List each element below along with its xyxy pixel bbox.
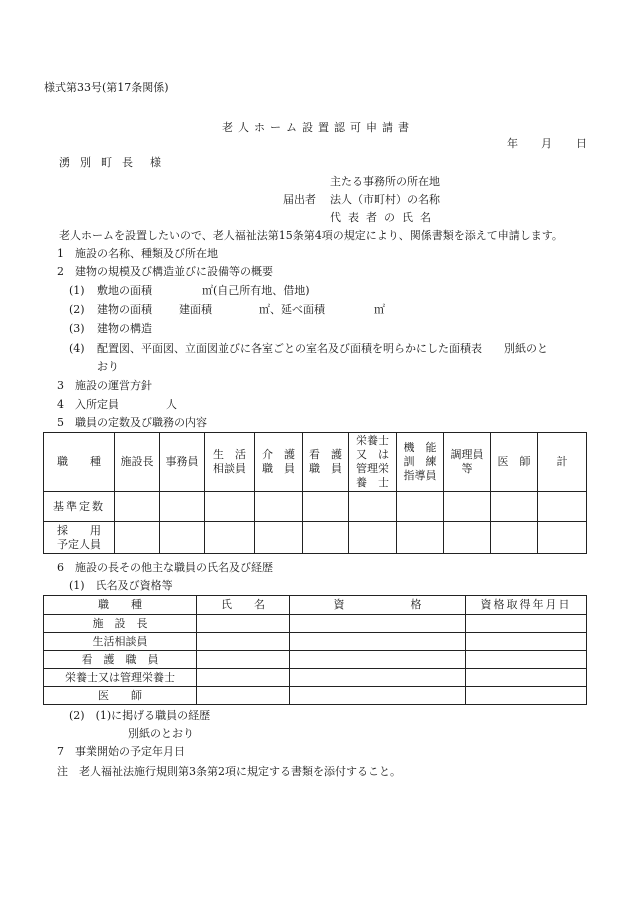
date-year: 年 bbox=[507, 137, 518, 150]
staff-cell[interactable] bbox=[349, 492, 397, 522]
staff-table bbox=[43, 432, 587, 554]
career-cell[interactable] bbox=[290, 669, 466, 687]
career-cell[interactable] bbox=[290, 633, 466, 651]
career-row-label: 栄養士又は管理栄養士 bbox=[44, 669, 197, 687]
career-cell[interactable] bbox=[466, 669, 587, 687]
staff-header-cell: 介 護 職 員 bbox=[255, 433, 303, 492]
building-area-label: 建物の面積 bbox=[97, 303, 152, 316]
staff-table-header bbox=[44, 433, 587, 492]
item-2-2-number: (2) bbox=[69, 303, 85, 316]
staff-row-label: 基準定数 bbox=[44, 492, 115, 522]
item-6-2: (2) (1)に掲げる職員の経歴 bbox=[69, 709, 211, 722]
staff-row-label: 採 用 予定人員 bbox=[44, 522, 115, 554]
staff-row-standard bbox=[44, 492, 587, 522]
form-number: 様式第33号(第17条関係) bbox=[44, 81, 169, 94]
item-7: 7 事業開始の予定年月日 bbox=[57, 745, 185, 758]
item-3: 3 施設の運営方針 bbox=[57, 379, 152, 392]
staff-cell[interactable] bbox=[349, 522, 397, 554]
career-cell[interactable] bbox=[466, 687, 587, 705]
staff-header-cell: 調理員 等 bbox=[444, 433, 491, 492]
staff-cell[interactable] bbox=[255, 522, 303, 554]
career-cell[interactable] bbox=[290, 687, 466, 705]
drawings-line-1: 配置図、平面図、立面図並びに各室ごとの室名及び面積を明らかにした面積表 別紙のと bbox=[97, 342, 548, 355]
career-row bbox=[44, 651, 587, 669]
floor-area-label: ㎡、延べ面積 bbox=[259, 303, 325, 316]
career-cell[interactable] bbox=[197, 633, 290, 651]
staff-header-cell: 栄養士 又 は 管理栄 養 士 bbox=[349, 433, 397, 492]
capacity-unit: 人 bbox=[166, 398, 177, 411]
building-footprint-label: 建面積 bbox=[179, 303, 212, 316]
career-cell[interactable] bbox=[197, 687, 290, 705]
item-4: 4 入所定員 bbox=[57, 398, 119, 411]
item-6-1: (1) 氏名及び資格等 bbox=[69, 579, 173, 592]
staff-cell[interactable] bbox=[303, 522, 349, 554]
career-cell[interactable] bbox=[197, 615, 290, 633]
office-address-label: 主たる事務所の所在地 bbox=[330, 175, 440, 188]
structure-label: 建物の構造 bbox=[97, 322, 152, 335]
career-cell[interactable] bbox=[290, 651, 466, 669]
career-table bbox=[43, 595, 587, 705]
staff-header-cell: 機 能 訓 練 指導員 bbox=[397, 433, 444, 492]
staff-cell[interactable] bbox=[444, 522, 491, 554]
drawings-line-2: おり bbox=[97, 360, 119, 373]
staff-cell[interactable] bbox=[115, 522, 160, 554]
staff-header-cell: 職 種 bbox=[44, 433, 115, 492]
date-day: 日 bbox=[576, 137, 587, 150]
staff-header-cell: 看 護 職 員 bbox=[303, 433, 349, 492]
item-5: 5 職員の定数及び職務の内容 bbox=[57, 416, 207, 429]
item-6: 6 施設の長その他主な職員の氏名及び経歴 bbox=[57, 561, 273, 574]
corp-name-label: 法人（市町村）の名称 bbox=[330, 193, 440, 206]
floor-area-unit: ㎡ bbox=[374, 303, 385, 316]
career-row-label: 施 設 長 bbox=[44, 615, 197, 633]
staff-header-cell: 計 bbox=[538, 433, 587, 492]
staff-cell[interactable] bbox=[538, 522, 587, 554]
item-2-1-number: (1) bbox=[69, 284, 85, 297]
staff-cell[interactable] bbox=[397, 492, 444, 522]
filer-label: 届出者 bbox=[283, 193, 316, 206]
staff-cell[interactable] bbox=[491, 522, 538, 554]
staff-cell[interactable] bbox=[303, 492, 349, 522]
career-cell[interactable] bbox=[197, 651, 290, 669]
career-row bbox=[44, 687, 587, 705]
career-cell[interactable] bbox=[197, 669, 290, 687]
career-row bbox=[44, 669, 587, 687]
career-row-label: 看 護 職 員 bbox=[44, 651, 197, 669]
career-row bbox=[44, 615, 587, 633]
addressee-name: 湧別町長 bbox=[59, 156, 143, 169]
item-2-3-number: (3) bbox=[69, 322, 85, 335]
page-title: 老人ホーム設置認可申請書 bbox=[222, 121, 414, 134]
staff-cell[interactable] bbox=[115, 492, 160, 522]
staff-cell[interactable] bbox=[491, 492, 538, 522]
item-6-2-note: 別紙のとおり bbox=[128, 727, 194, 740]
career-row bbox=[44, 633, 587, 651]
career-row-label: 医 師 bbox=[44, 687, 197, 705]
date-month: 月 bbox=[541, 137, 552, 150]
intro-text: 老人ホームを設置したいので、老人福祉法第15条第4項の規定により、関係書類を添えて申請します。 bbox=[59, 229, 563, 242]
career-cell[interactable] bbox=[466, 615, 587, 633]
staff-header-cell: 施設長 bbox=[115, 433, 160, 492]
career-header-cell: 氏 名 bbox=[197, 596, 290, 615]
staff-cell[interactable] bbox=[160, 492, 205, 522]
career-header-cell: 資 格 bbox=[290, 596, 466, 615]
career-table-header bbox=[44, 596, 587, 615]
staff-cell[interactable] bbox=[205, 492, 255, 522]
site-area-label: 敷地の面積 bbox=[97, 284, 152, 297]
career-header-cell: 職 種 bbox=[44, 596, 197, 615]
staff-cell[interactable] bbox=[397, 522, 444, 554]
staff-header-cell: 事務員 bbox=[160, 433, 205, 492]
career-cell[interactable] bbox=[466, 633, 587, 651]
staff-header-cell: 医 師 bbox=[491, 433, 538, 492]
staff-cell[interactable] bbox=[255, 492, 303, 522]
staff-cell[interactable] bbox=[444, 492, 491, 522]
item-2: 2 建物の規模及び構造並びに設備等の概要 bbox=[57, 265, 273, 278]
item-2-4-number: (4) bbox=[69, 342, 85, 355]
career-row-label: 生活相談員 bbox=[44, 633, 197, 651]
career-cell[interactable] bbox=[466, 651, 587, 669]
addressee-honorific: 様 bbox=[150, 156, 161, 169]
attachment-note: 注 老人福祉法施行規則第3条第2項に規定する書類を添付すること。 bbox=[57, 765, 401, 778]
staff-cell[interactable] bbox=[205, 522, 255, 554]
career-cell[interactable] bbox=[290, 615, 466, 633]
staff-cell[interactable] bbox=[538, 492, 587, 522]
representative-label: 代表者の氏名 bbox=[330, 211, 438, 224]
item-1: 1 施設の名称、種類及び所在地 bbox=[57, 247, 218, 260]
site-area-unit: ㎡(自己所有地、借地) bbox=[202, 284, 310, 297]
staff-header-cell: 生 活 相談員 bbox=[205, 433, 255, 492]
career-header-cell: 資格取得年月日 bbox=[466, 596, 587, 615]
staff-cell[interactable] bbox=[160, 522, 205, 554]
staff-row-planned bbox=[44, 522, 587, 554]
